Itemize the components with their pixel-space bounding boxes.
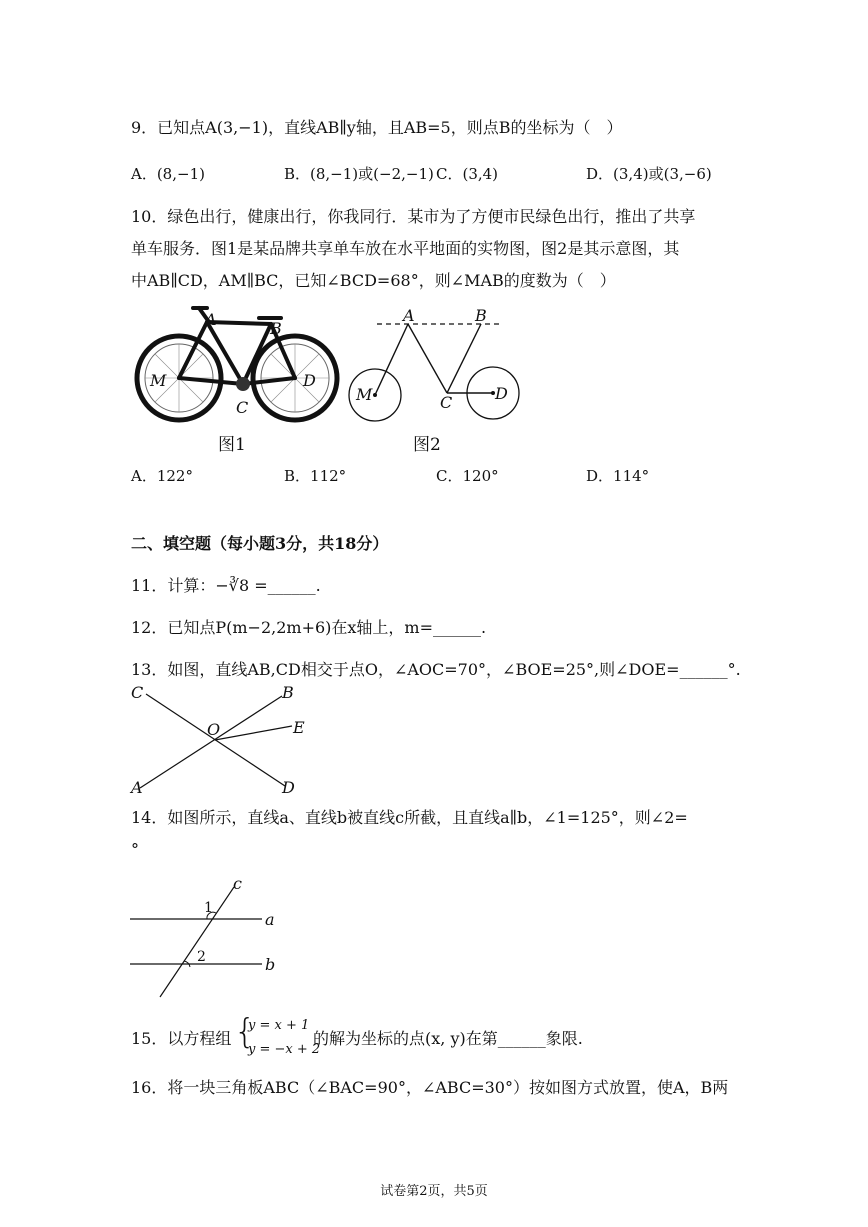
q13-label-o: O [207,720,221,739]
page-footer: 试卷第2页，共5页 [380,1184,488,1199]
fig2-caption: 图2 [413,435,441,455]
q13-label-d: D [282,778,295,797]
q14-label-a: a [265,910,275,929]
q14-angle-2: 2 [197,949,206,965]
section-heading: 二、填空题（每小题3分，共18分） [131,534,389,553]
fig1-caption: 图1 [218,435,246,455]
q16-stem: 16．将一块三角板ABC（∠BAC=90°，∠ABC=30°）按如图方式放置，使A，B两 [131,1078,729,1097]
q14-line1: 14．如图所示，直线a、直线b被直线c所截，且直线a∥b，∠1=125°，则∠2= [131,808,688,827]
q10-line3: 中AB∥CD，AM∥BC，已知∠BCD=68°，则∠MAB的度数为（ ） [131,271,616,290]
q9-stem: 9．已知点A(3,−1)，直线AB∥y轴，且AB=5，则点B的坐标为（ ） [131,118,623,137]
q9-option-c: C．(3,4) [436,165,499,183]
fig2-label-b: B [475,306,487,325]
q14-angle-1: 1 [204,900,213,916]
bicycle-photo-figure [135,300,335,425]
q12-stem: 12．已知点P(m−2,2m+6)在x轴上，m=______. [131,618,487,637]
q9-option-a: A．(8,−1) [131,165,205,183]
q10-option-a: A．122° [131,467,193,485]
fig2-label-a: A [403,306,415,325]
q14-label-c: c [233,874,242,893]
q10-option-d: D．114° [586,467,650,485]
q15-prefix: 15．以方程组 [131,1029,232,1048]
q15-eq1: y = x + 1 [248,1018,310,1033]
q13-label-a: A [131,778,143,797]
q14-line2: ° [131,840,139,859]
fig1-label-b: B [270,319,282,338]
fig1-label-d: D [303,371,316,390]
bicycle-schematic-figure [345,300,515,425]
fig2-label-c: C [440,393,453,412]
q11-stem: 11．计算：−∛8 =______. [131,576,321,595]
q13-label-e: E [293,718,305,737]
fig1-label-m: M [150,371,167,390]
q10-option-c: C．120° [436,467,499,485]
q10-line1: 10．绿色出行，健康出行，你我同行．某市为了方便市民绿色出行，推出了共享 [131,207,696,226]
q13-label-c: C [131,683,144,702]
q13-stem: 13．如图，直线AB,CD相交于点O，∠AOC=70°，∠BOE=25°,则∠DOE=______°. [131,660,741,679]
fig2-label-d: D [495,384,508,403]
fig1-label-c: C [236,398,249,417]
q15-eq2: y = −x + 2 [248,1042,321,1057]
fig1-label-a: A [205,310,217,329]
fig2-label-m: M [356,385,373,404]
q15-suffix: 的解为坐标的点(x, y)在第______象限. [313,1029,583,1048]
q10-line2: 单车服务．图1是某品牌共享单车放在水平地面的实物图，图2是其示意图，其 [131,239,680,258]
q9-option-d: D．(3,4)或(3,−6) [586,165,712,183]
q14-label-b: b [265,955,276,974]
q14-parallel-lines-figure [130,875,280,1005]
q13-label-b: B [282,683,294,702]
q10-option-b: B．112° [284,467,347,485]
q9-option-b: B．(8,−1)或(−2,−1) [284,165,434,183]
q15-brace: { [234,1012,256,1052]
